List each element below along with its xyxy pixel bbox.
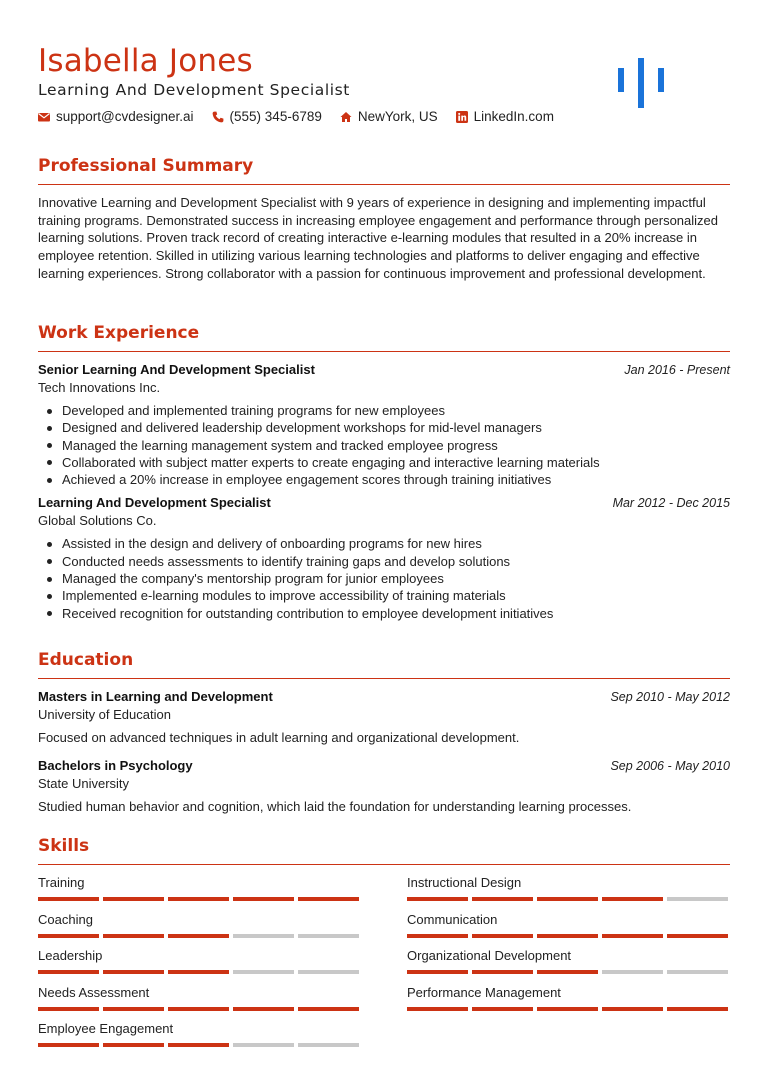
- skill-bar-filled: [602, 934, 663, 938]
- job-title: Senior Learning And Development Specialist: [38, 362, 315, 377]
- skill-bar-filled: [103, 934, 164, 938]
- skill-bar-filled: [537, 970, 598, 974]
- skill-rating: [407, 1007, 728, 1011]
- degree-title: Masters in Learning and Development: [38, 689, 273, 704]
- skill-bar-filled: [407, 934, 468, 938]
- summary-heading: Professional Summary: [38, 155, 730, 185]
- skills-grid: [38, 874, 730, 1057]
- skill-bar-empty: [298, 934, 359, 938]
- skill-rating: [407, 934, 728, 938]
- education-description: Studied human behavior and cognition, which laid the foundation for understanding learning processes.: [38, 799, 632, 814]
- skill-bar-filled: [233, 897, 294, 901]
- skill-bar-filled: [407, 970, 468, 974]
- list-item: Collaborated with subject matter experts to create engaging and interactive learning materials: [46, 454, 730, 471]
- skill-item: [407, 874, 728, 911]
- contact-phone[interactable]: [212, 108, 322, 126]
- skill-bar-empty: [233, 970, 294, 974]
- list-item: Designed and delivered leadership development workshops for mid-level managers: [46, 419, 730, 436]
- envelope-icon: [38, 111, 50, 123]
- experience-section: [38, 322, 730, 628]
- skill-bar-filled: [298, 897, 359, 901]
- skill-bar-filled: [38, 934, 99, 938]
- skill-name: Organizational Development: [407, 948, 572, 964]
- skill-bar-filled: [472, 970, 533, 974]
- skill-bar-filled: [298, 1007, 359, 1011]
- skill-bar-filled: [537, 897, 598, 901]
- skill-bar-filled: [667, 934, 728, 938]
- skill-bar-empty: [667, 897, 728, 901]
- candidate-title: Learning And Development Specialist: [38, 81, 350, 99]
- education-entry: [38, 757, 730, 815]
- contact-row: [38, 108, 554, 126]
- skill-bar-filled: [667, 1007, 728, 1011]
- skill-bar-empty: [233, 1043, 294, 1047]
- education-dates: Sep 2010 - May 2012: [610, 690, 730, 704]
- contact-location-text: NewYork, US: [357, 109, 438, 124]
- job-company: Global Solutions Co.: [38, 513, 157, 529]
- list-item: Developed and implemented training programs for new employees: [46, 402, 730, 419]
- list-item: Conducted needs assessments to identify training gaps and develop solutions: [46, 553, 730, 570]
- candidate-name: Isabella Jones: [38, 43, 253, 79]
- skill-bar-filled: [602, 897, 663, 901]
- skill-bar-filled: [38, 897, 99, 901]
- contact-linkedin[interactable]: [456, 108, 554, 126]
- education-entry: [38, 688, 730, 746]
- brand-logo: [618, 58, 664, 108]
- contact-linkedin-text: LinkedIn.com: [473, 109, 554, 124]
- skill-bar-filled: [407, 1007, 468, 1011]
- list-item: Managed the learning management system and tracked employee progress: [46, 437, 730, 454]
- contact-phone-text: (555) 345-6789: [229, 109, 322, 124]
- linkedin-icon: [456, 111, 468, 123]
- skill-bar-filled: [168, 934, 229, 938]
- skill-bar-filled: [472, 934, 533, 938]
- skill-name: Instructional Design: [407, 875, 522, 890]
- skill-bar-empty: [667, 970, 728, 974]
- skill-name: Performance Management: [407, 984, 561, 1000]
- degree-title: Bachelors in Psychology: [38, 758, 193, 773]
- job-company: Tech Innovations Inc.: [38, 380, 161, 395]
- skill-bar-empty: [298, 1043, 359, 1047]
- job-entry: [38, 494, 730, 621]
- contact-email-text: support@cvdesigner.ai: [56, 109, 194, 124]
- skill-rating: [38, 970, 359, 974]
- education-heading: Education: [38, 649, 730, 679]
- resume-page: [38, 0, 730, 1037]
- skill-rating: [38, 897, 359, 901]
- skill-bar-filled: [407, 897, 468, 901]
- skill-bar-filled: [38, 1007, 99, 1011]
- skill-rating: [407, 970, 728, 974]
- job-entry: [38, 361, 730, 488]
- skill-bar-filled: [38, 970, 99, 974]
- skill-bar-filled: [537, 1007, 598, 1011]
- skill-rating: [407, 897, 728, 901]
- skill-item: [38, 874, 359, 911]
- skill-item: [38, 984, 359, 1021]
- skill-name: Training: [38, 875, 85, 890]
- job-dates: Mar 2012 - Dec 2015: [612, 496, 730, 511]
- skill-name: Employee Engagement: [38, 1021, 174, 1037]
- job-title: Learning And Development Specialist: [38, 495, 271, 511]
- skill-bar-filled: [602, 1007, 663, 1011]
- skill-name: Coaching: [38, 911, 93, 927]
- skill-name: Leadership: [38, 948, 103, 964]
- skill-bar-filled: [103, 1043, 164, 1047]
- skill-bar-filled: [103, 970, 164, 974]
- skill-bar-filled: [168, 1007, 229, 1011]
- skill-item: [407, 911, 728, 948]
- job-bullets: [38, 535, 730, 621]
- skill-bar-empty: [233, 934, 294, 938]
- skill-rating: [38, 1007, 359, 1011]
- skill-item: [38, 1020, 359, 1057]
- home-icon: [340, 111, 352, 123]
- education-section: [38, 649, 730, 826]
- skill-item: [407, 947, 728, 984]
- skill-name: Needs Assessment: [38, 984, 150, 1000]
- skill-bar-filled: [472, 897, 533, 901]
- contact-email[interactable]: [38, 108, 194, 126]
- skill-rating: [38, 934, 359, 938]
- skill-bar-empty: [298, 970, 359, 974]
- list-item: Achieved a 20% increase in employee engagement scores through training initiatives: [46, 471, 730, 488]
- education-description: Focused on advanced techniques in adult learning and organizational development.: [38, 730, 520, 745]
- list-item: Managed the company's mentorship program for junior employees: [46, 570, 730, 587]
- school-name: State University: [38, 776, 130, 791]
- list-item: Implemented e-learning modules to improve accessibility of training materials: [46, 587, 730, 604]
- school-name: University of Education: [38, 707, 171, 722]
- skill-item: [407, 984, 728, 1021]
- list-item: Received recognition for outstanding contribution to employee development initiatives: [46, 605, 730, 622]
- contact-location: [340, 108, 438, 126]
- resume-header: [38, 0, 730, 140]
- skill-bar-filled: [38, 1043, 99, 1047]
- skill-item: [38, 947, 359, 984]
- skill-item: [38, 911, 359, 948]
- skill-bar-empty: [602, 970, 663, 974]
- skill-bar-filled: [103, 1007, 164, 1011]
- summary-section: [38, 155, 730, 283]
- skill-bar-filled: [233, 1007, 294, 1011]
- skill-bar-filled: [537, 934, 598, 938]
- education-dates: Sep 2006 - May 2010: [610, 759, 730, 773]
- skill-rating: [38, 1043, 359, 1047]
- skill-bar-filled: [168, 1043, 229, 1047]
- skill-bar-filled: [168, 897, 229, 901]
- phone-icon: [212, 111, 224, 123]
- skill-name: Communication: [407, 911, 498, 927]
- skill-bar-filled: [103, 897, 164, 901]
- job-dates: Jan 2016 - Present: [624, 363, 730, 377]
- summary-text: Innovative Learning and Development Specialist with 9 years of experience in designing and implementing impactful training programs. Demonstrated success in increasing employee engagement and performance through personalized learning solutions. Proven track record of creating interactive e-learning modules that resulted in a 20% increase in employee retention. Skilled in utilizing various learning technologies and platforms to deliver engaging and effective learning experiences. Strong collaborator with a passion for continuous improvement and professional development.: [38, 195, 718, 281]
- skill-bar-filled: [168, 970, 229, 974]
- experience-heading: Work Experience: [38, 322, 730, 352]
- skills-section: [38, 835, 730, 1057]
- job-bullets: [38, 402, 730, 488]
- skill-bar-filled: [472, 1007, 533, 1011]
- list-item: Assisted in the design and delivery of onboarding programs for new hires: [46, 535, 730, 552]
- skills-heading: Skills: [38, 835, 730, 865]
